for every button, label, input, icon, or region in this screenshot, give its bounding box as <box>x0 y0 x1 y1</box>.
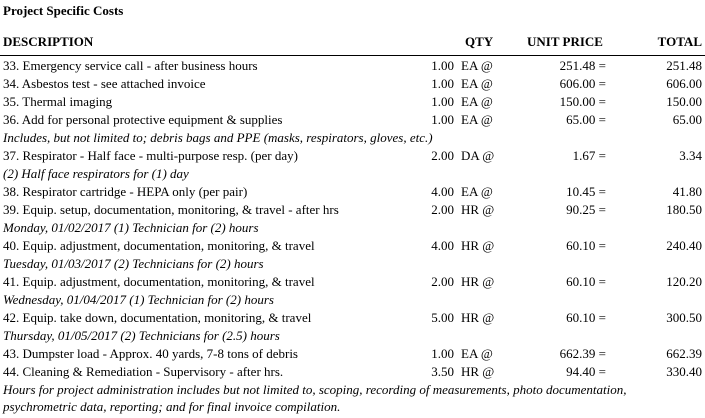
line-item <box>0 147 705 165</box>
line-qty: 1.00 <box>431 346 454 361</box>
line-qty: 3.50 <box>431 364 454 379</box>
line-item <box>0 363 705 381</box>
line-unit-price: 150.00 = <box>559 94 606 109</box>
line-item <box>0 111 705 129</box>
line-total: 3.34 <box>679 148 702 163</box>
line-description: 44. Cleaning & Remediation - Supervisory - after hrs. <box>3 364 284 379</box>
line-qty: 4.00 <box>431 184 454 199</box>
column-header-qty: QTY <box>465 34 494 49</box>
line-total: 606.00 <box>666 76 702 91</box>
line-item <box>0 273 705 291</box>
line-unit-price: 94.40 = <box>566 364 606 379</box>
line-unit-price: 65.00 = <box>566 112 606 127</box>
line-qty: 4.00 <box>431 238 454 253</box>
line-unit-price: 1.67 = <box>572 148 606 163</box>
line-total: 662.39 <box>666 346 702 361</box>
line-unit-price: 60.10 = <box>566 274 606 289</box>
line-unit: HR @ <box>461 238 495 253</box>
line-unit: EA @ <box>461 112 493 127</box>
line-unit: EA @ <box>461 94 493 109</box>
line-total: 251.48 <box>666 58 702 73</box>
line-total: 150.00 <box>666 94 702 109</box>
line-total: 240.40 <box>666 238 702 253</box>
line-unit: EA @ <box>461 346 493 361</box>
line-unit: EA @ <box>461 76 493 91</box>
line-note: Monday, 01/02/2017 (1) Technician for (2) hours <box>3 220 259 235</box>
line-description: 37. Respirator - Half face - multi-purpose resp. (per day) <box>3 148 298 163</box>
line-description: 40. Equip. adjustment, documentation, monitoring, & travel <box>3 238 315 253</box>
line-note: Thursday, 01/05/2017 (2) Technicians for (2.5) hours <box>3 328 280 343</box>
line-qty: 2.00 <box>431 202 454 217</box>
line-note: Wednesday, 01/04/2017 (1) Technician for (2) hours <box>3 292 274 307</box>
column-header-total: TOTAL <box>657 34 702 49</box>
line-item <box>0 57 705 75</box>
line-description: 35. Thermal imaging <box>3 94 113 109</box>
line-unit-price: 606.00 = <box>559 76 606 91</box>
line-qty: 1.00 <box>431 58 454 73</box>
line-qty: 5.00 <box>431 310 454 325</box>
line-item <box>0 237 705 255</box>
line-unit-price: 251.48 = <box>559 58 606 73</box>
line-unit: HR @ <box>461 364 495 379</box>
section-title: Project Specific Costs <box>3 3 124 18</box>
table-header <box>0 34 705 52</box>
line-unit: EA @ <box>461 184 493 199</box>
header-divider <box>0 55 705 56</box>
line-unit-price: 10.45 = <box>566 184 606 199</box>
column-header-description: DESCRIPTION <box>3 34 94 49</box>
line-note: (2) Half face respirators for (1) day <box>3 166 189 181</box>
line-unit: EA @ <box>461 58 493 73</box>
line-qty: 1.00 <box>431 94 454 109</box>
line-unit-price: 60.10 = <box>566 238 606 253</box>
line-description: 33. Emergency service call - after business hours <box>3 58 258 73</box>
column-header-unit-price: UNIT PRICE <box>527 34 603 49</box>
line-unit-price: 90.25 = <box>566 202 606 217</box>
line-item <box>0 201 705 219</box>
line-note: Tuesday, 01/03/2017 (2) Technicians for (2) hours <box>3 256 264 271</box>
line-note: Includes, but not limited to; debris bags and PPE (masks, respirators, gloves, etc.) <box>3 130 433 145</box>
line-total: 65.00 <box>672 112 702 127</box>
line-description: 39. Equip. setup, documentation, monitoring, & travel - after hrs <box>3 202 339 217</box>
line-total: 330.40 <box>666 364 702 379</box>
line-total: 41.80 <box>672 184 702 199</box>
line-total: 120.20 <box>666 274 702 289</box>
line-items <box>0 57 705 415</box>
line-description: 43. Dumpster load - Approx. 40 yards, 7-8 tons of debris <box>3 346 298 361</box>
line-unit-price: 60.10 = <box>566 310 606 325</box>
line-unit: HR @ <box>461 202 495 217</box>
line-total: 180.50 <box>666 202 702 217</box>
line-unit: DA @ <box>461 148 495 163</box>
line-item <box>0 75 705 93</box>
line-unit: HR @ <box>461 274 495 289</box>
line-description: 36. Add for personal protective equipment & supplies <box>3 112 283 127</box>
line-total: 300.50 <box>666 310 702 325</box>
line-item <box>0 345 705 363</box>
line-unit-price: 662.39 = <box>559 346 606 361</box>
line-qty: 1.00 <box>431 112 454 127</box>
line-qty: 2.00 <box>431 148 454 163</box>
line-item <box>0 93 705 111</box>
line-item <box>0 309 705 327</box>
line-description: 42. Equip. take down, documentation, monitoring, & travel <box>3 310 312 325</box>
line-description: 34. Asbestos test - see attached invoice <box>3 76 206 91</box>
line-qty: 2.00 <box>431 274 454 289</box>
line-note: Hours for project administration includes but not limited to, scoping, recording of measurements, photo documentation, psychrometric data, reporting; and for final invoice compilation. <box>3 382 627 414</box>
line-qty: 1.00 <box>431 76 454 91</box>
line-description: 38. Respirator cartridge - HEPA only (per pair) <box>3 184 248 199</box>
line-item <box>0 183 705 201</box>
line-unit: HR @ <box>461 310 495 325</box>
line-description: 41. Equip. adjustment, documentation, monitoring, & travel <box>3 274 315 289</box>
